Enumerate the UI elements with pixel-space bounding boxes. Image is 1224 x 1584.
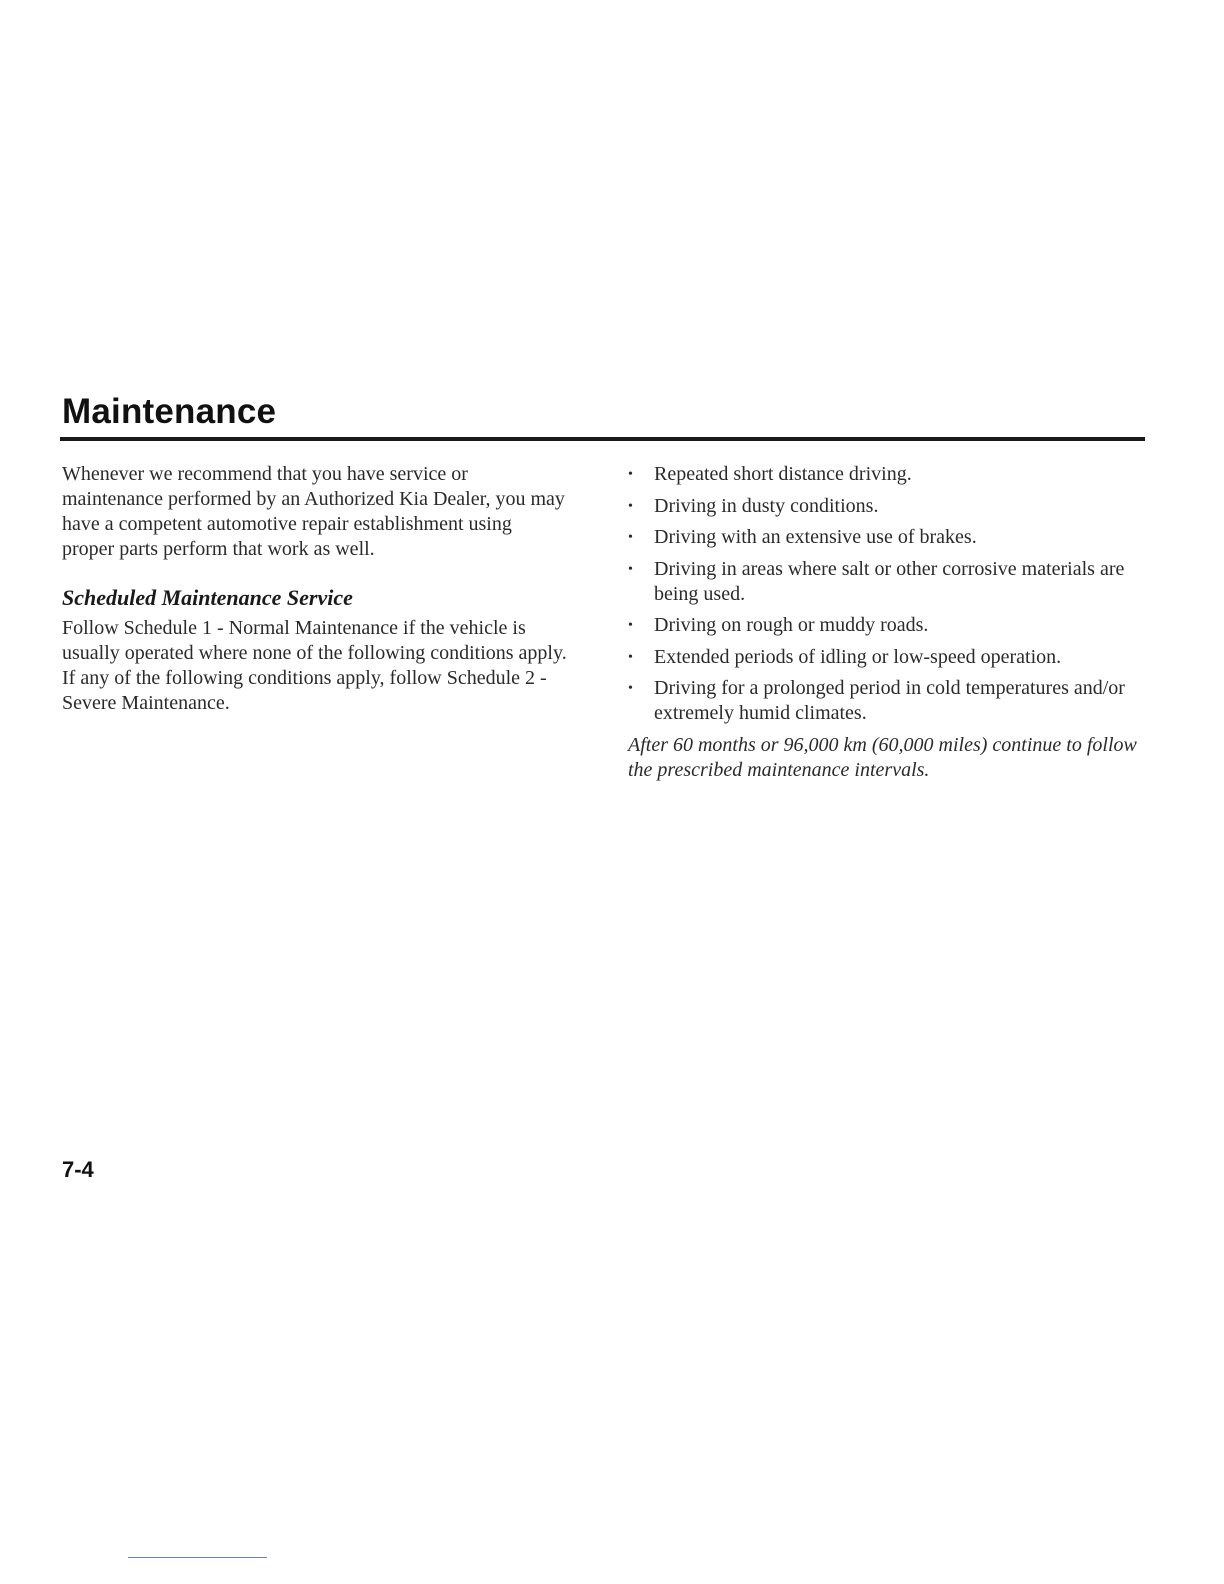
list-item-text: Driving for a prolonged period in cold temperatures and/or extremely humid climates. <box>654 677 1125 724</box>
list-item <box>628 525 1148 550</box>
bullet-icon: • <box>628 530 633 545</box>
list-item-text: Driving with an extensive use of brakes. <box>654 526 977 548</box>
list-item-text: Driving in areas where salt or other corrosive materials are being used. <box>654 557 1125 605</box>
title-divider <box>60 437 1145 441</box>
list-item <box>628 676 1148 726</box>
list-item-text: Extended periods of idling or low-speed operation. <box>654 645 1062 668</box>
list-item-text: Driving in dusty conditions. <box>654 494 879 517</box>
bullet-icon: • <box>628 649 633 665</box>
list-item <box>628 494 1148 519</box>
list-item <box>628 645 1148 670</box>
footer-divider <box>128 1557 267 1558</box>
bullet-icon: • <box>628 467 633 482</box>
left-column <box>62 462 567 716</box>
bullet-icon: • <box>628 681 633 696</box>
interval-note: After 60 months or 96,000 km (60,000 miles) continue to follow the prescribed maintenance intervals. <box>628 733 1137 781</box>
conditions-list <box>628 462 1148 726</box>
section-heading: Scheduled Maintenance Service <box>62 585 353 610</box>
bullet-icon: • <box>628 561 633 577</box>
page-number: 7-4 <box>62 1157 94 1182</box>
list-item <box>628 557 1148 607</box>
bullet-icon: • <box>628 498 633 514</box>
list-item-text: Driving on rough or muddy roads. <box>654 614 929 636</box>
list-item-text: Repeated short distance driving. <box>654 463 912 485</box>
page-title: Maintenance <box>62 392 277 431</box>
bullet-icon: • <box>628 618 633 633</box>
list-item <box>628 613 1148 638</box>
right-column <box>628 462 1148 783</box>
section-body: Follow Schedule 1 - Normal Maintenance if the vehicle is usually operated where none of the following conditions apply. If any of the following conditions apply, follow Schedule 2 - Severe Maintenance. <box>62 617 567 714</box>
intro-paragraph: Whenever we recommend that you have service or maintenance performed by an Authorized Kia Dealer, you may have a competent automotive repair establishment using proper parts perform that work as well. <box>62 463 565 560</box>
list-item <box>628 462 1148 487</box>
